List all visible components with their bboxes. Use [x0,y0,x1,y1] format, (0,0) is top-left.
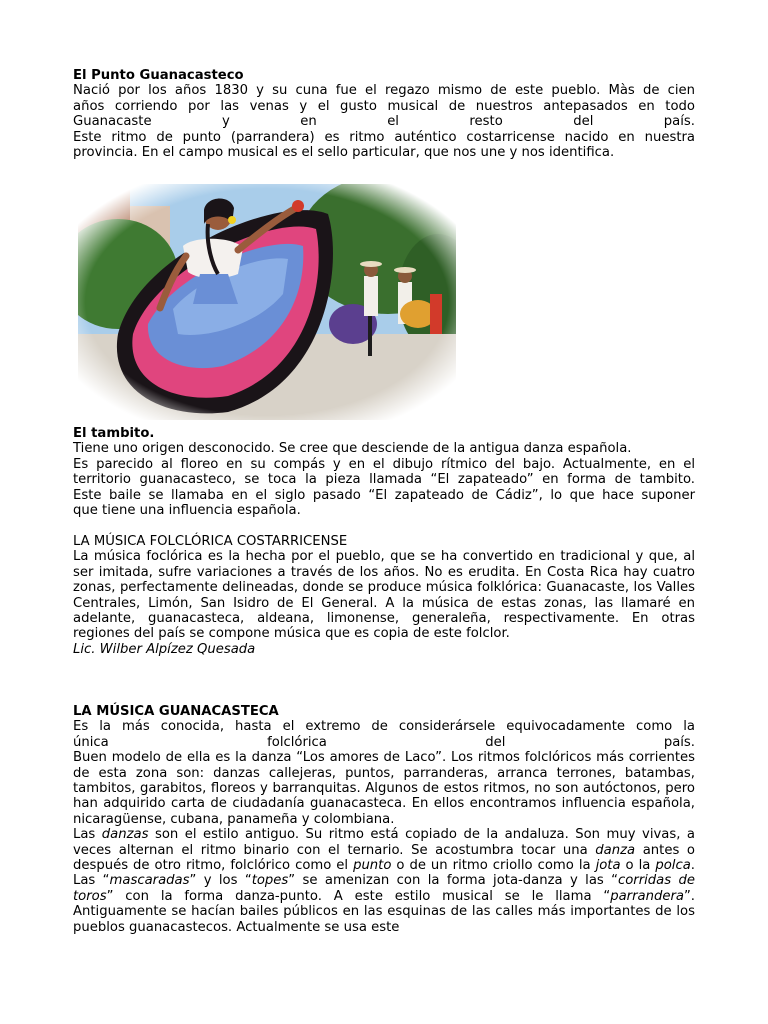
section-musica-guanacasteca [73,704,695,935]
paragraph-line: territorio guanacasteco, se toca la pieza llamada “El zapateado” en forma de tambito. [73,472,695,488]
paragraph-line: Es parecido al floreo en su compás y en el dibujo rítmico del bajo. Actualmente, en el [73,456,695,472]
paragraph-line: Tiene uno origen desconocido. Se cree que desciende de la antigua danza española. [73,441,632,457]
paragraph-line: Este baile se llamaba en el siglo pasado “El zapateado de Cádiz”, lo que hace suponer [73,487,695,503]
paragraph-line: Guanacaste y en el resto del país. [73,114,695,130]
folk-dancer-illustration [78,184,456,420]
paragraph-line: Este ritmo de punto (parrandera) es ritmo auténtico costarricense nacido en nuestra [73,129,695,145]
paragraph-line: provincia. En el campo musical es el sello particular, que nos une y nos identifica. [73,145,615,161]
paragraph-line: años corriendo por las venas y el gusto musical de nuestros antepasados en todo [73,98,695,114]
paragraph-line: que tiene una influencia española. [73,503,301,519]
section-title: El Punto Guanacasteco [73,68,244,83]
paragraph: Buen modelo de ella es la danza “Los amores de Laco”. Los ritmos folclóricos más corrientes de esta zona son: danzas callejeras, puntos, parranderas, arranca terrones, batambas, tambitos, garabitos, floreos y barranquitas. Algunos de estos ritmos, no son autóctonos, pero han adquirido carta de ciudadanía guanacasteca. En ellos encontramos influencia española, nicaragüense, cubana, panameña y colombiana. [73,750,695,827]
paragraph-line: Es la más conocida, hasta el extremo de considerársele equivocadamente como la [73,719,695,735]
section-musica-folclorica [73,534,695,657]
paragraph-line: única folclórica del país. [73,734,695,750]
paragraph-line: Nació por los años 1830 y su cuna fue el regazo mismo de este pueblo. Màs de cien [73,83,695,99]
folk-dancer-photo [78,184,456,420]
author-signature: Lic. Wilber Alpízez Quesada [73,641,256,657]
section-title: El tambito. [73,426,155,441]
section-el-tambito [73,426,695,518]
section-title: LA MÚSICA GUANACASTECA [73,704,279,719]
section-punto-guanacasteco [73,68,695,160]
paragraph: Las danzas son el estilo antiguo. Su ritmo está copiado de la andaluza. Son muy vivas, a veces alternan el ritmo binario con el ternario. Se acostumbra tocar una danza antes o después de otro ritmo, folclórico como el punto o de un ritmo criollo como la jota o la polca. Las “mascaradas” y los “topes” se amenizan con la forma jota-danza y las “corridas de toros” con la forma danza-punto. A este estilo musical se le llama “parrandera”. Antiguamente se hacían bailes públicos en las esquinas de las calles más importantes de los pueblos guanacastecos. Actualmente se usa este [73,827,695,935]
section-title: LA MÚSICA FOLCLÓRICA COSTARRICENSE [73,534,348,549]
photo-vignette [78,184,456,420]
paragraph: La música foclórica es la hecha por el pueblo, que se ha convertido en tradicional y que, al ser imitada, sufre variaciones a través de los años. No es erudita. En Costa Rica hay cuatro zonas, perfectamente delineadas, donde se produce música folklórica: Guanacaste, los Valles Centrales, Limón, San Isidro de El General. A la música de estas zonas, las llamaré en adelante, guanacasteca, aldeana, limonense, generaleña, respectivamente. En otras regiones del país se compone música que es copia de este folclor. [73,549,695,642]
